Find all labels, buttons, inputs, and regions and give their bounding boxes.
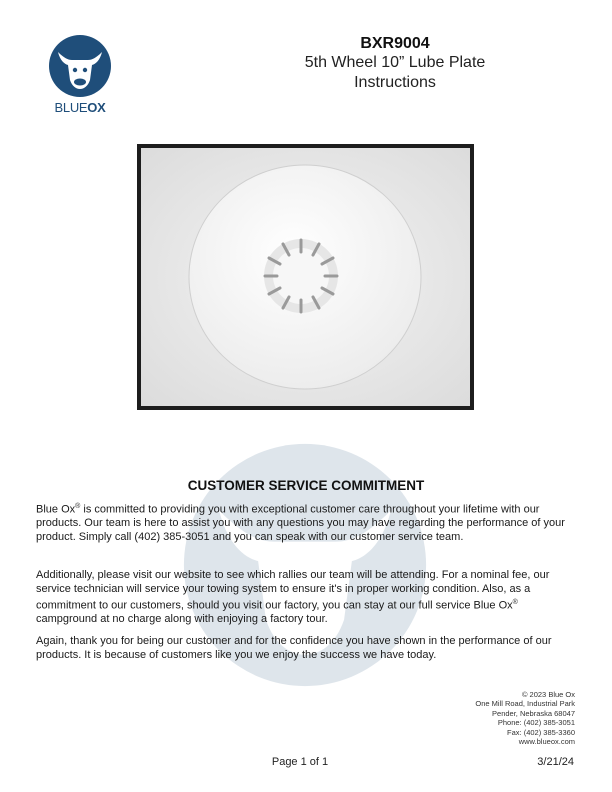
paragraph-intro: Blue Ox® is committed to providing you with exceptional customer care throughout your lifetime with our products. Our team is here to assist you with any questions you may have regarding the performance of your product. Simply call (402) 385-3051 and you can speak with our customer service team.: [36, 503, 565, 543]
logo-wordmark: BLUEOX: [54, 100, 106, 115]
page-number: Page 1 of 1: [271, 756, 329, 768]
fax-number: Fax: (402) 385-3360: [507, 727, 575, 737]
section-title: CUSTOMER SERVICE COMMITMENT: [187, 478, 425, 493]
street-address: One Mill Road, Industrial Park: [475, 699, 575, 709]
blue-ox-logo: [42, 34, 118, 120]
company-address: [375, 690, 575, 746]
phone-number: Phone: (402) 385-3051: [497, 718, 575, 728]
document-type: Instructions: [354, 74, 436, 91]
document-date: 3/21/24: [537, 756, 574, 768]
paragraph-thanks: Again, thank you for being our customer and for the confidence you have shown in the performance of our products. It is because of customers like you we enjoy the success we have today.: [36, 635, 552, 661]
document-header: [240, 34, 550, 93]
model-number: BXR9004: [360, 35, 430, 52]
paragraph-rallies: Additionally, please visit our website to see which rallies our team will be attending. For a nominal fee, our service technician will service your towing system to ensure it's in proper working condition. Also, as a commitment to our customers, should you visit our factory, you can stay at our full service Blue Ox® campground at no charge along with enjoying a factory tour.: [36, 569, 550, 626]
product-title: 5th Wheel 10” Lube Plate: [304, 54, 486, 71]
product-photo: [137, 144, 474, 410]
city-state-zip: Pender, Nebraska 68047: [492, 708, 575, 718]
lube-plate-image: [141, 148, 470, 406]
website: www.blueox.com: [518, 737, 575, 747]
copyright: © 2023 Blue Ox: [521, 690, 575, 699]
ox-head-icon: [48, 34, 112, 98]
